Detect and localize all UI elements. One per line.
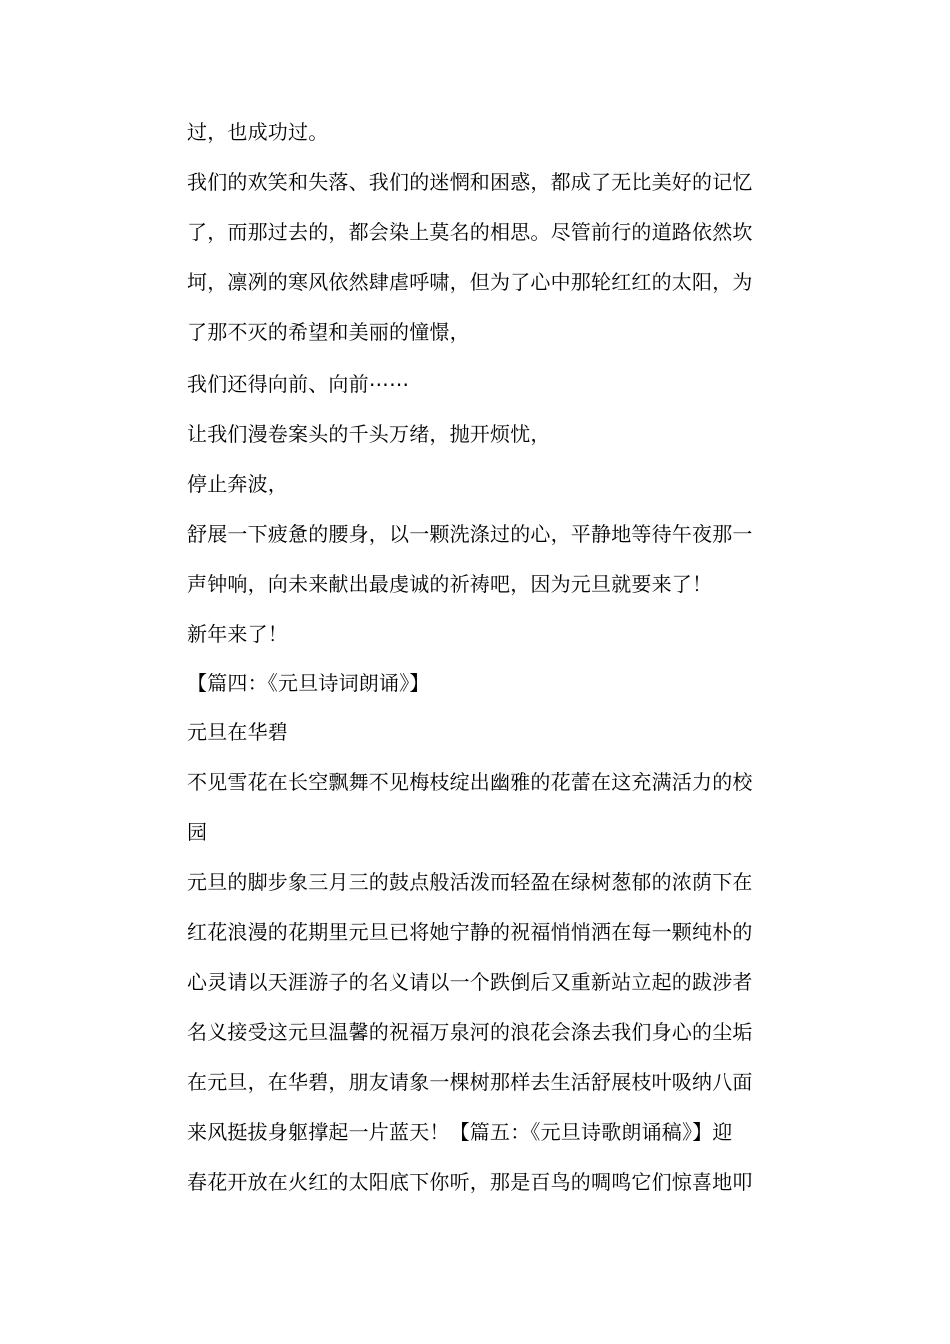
text-line: 坷，凛冽的寒风依然肆虐呼啸，但为了心中那轮红红的太阳，为	[187, 270, 753, 294]
text-line: 声钟响，向未来献出最虔诚的祈祷吧，因为元旦就要来了！	[187, 572, 713, 596]
poem-title: 元旦在华碧	[187, 720, 288, 744]
text-line: 在元旦，在华碧，朋友请象一棵树那样去生活舒展枝叶吸纳八面	[187, 1070, 753, 1094]
text-line: 来风挺拔身躯撑起一片蓝天！【篇五：《元旦诗歌朗诵稿》】迎	[187, 1120, 733, 1144]
text-line: 名义接受这元旦温馨的祝福万泉河的浪花会涤去我们身心的尘垢	[187, 1020, 753, 1044]
text-line: 新年来了！	[187, 622, 288, 646]
text-line: 元旦的脚步象三月三的鼓点般活泼而轻盈在绿树葱郁的浓荫下在	[187, 870, 753, 894]
text-line: 春花开放在火红的太阳底下你听，那是百鸟的啁鸣它们惊喜地叩	[187, 1170, 753, 1194]
text-line: 舒展一下疲惫的腰身，以一颗洗涤过的心，平静地等待午夜那一	[187, 522, 753, 546]
text-line: 了那不灭的希望和美丽的憧憬，	[187, 320, 470, 344]
text-line: 不见雪花在长空飘舞不见梅枝绽出幽雅的花蕾在这充满活力的校	[187, 770, 753, 794]
text-line: 我们的欢笑和失落、我们的迷惘和困惑，都成了无比美好的记忆	[187, 170, 753, 194]
text-line: 停止奔波，	[187, 472, 288, 496]
text-line: 我们还得向前、向前⋯⋯	[187, 372, 410, 396]
text-line: 让我们漫卷案头的千头万绪，抛开烦忧，	[187, 422, 551, 446]
section-heading: 【篇四：《元旦诗词朗诵》】	[187, 671, 430, 695]
text-line: 心灵请以天涯游子的名义请以一个跌倒后又重新站立起的跋涉者	[187, 970, 753, 994]
text-line: 过，也成功过。	[187, 120, 329, 144]
text-line: 了，而那过去的，都会染上莫名的相思。尽管前行的道路依然坎	[187, 220, 753, 244]
text-line: 红花浪漫的花期里元旦已将她宁静的祝福悄悄洒在每一颗纯朴的	[187, 920, 753, 944]
text-line: 园	[187, 820, 208, 844]
